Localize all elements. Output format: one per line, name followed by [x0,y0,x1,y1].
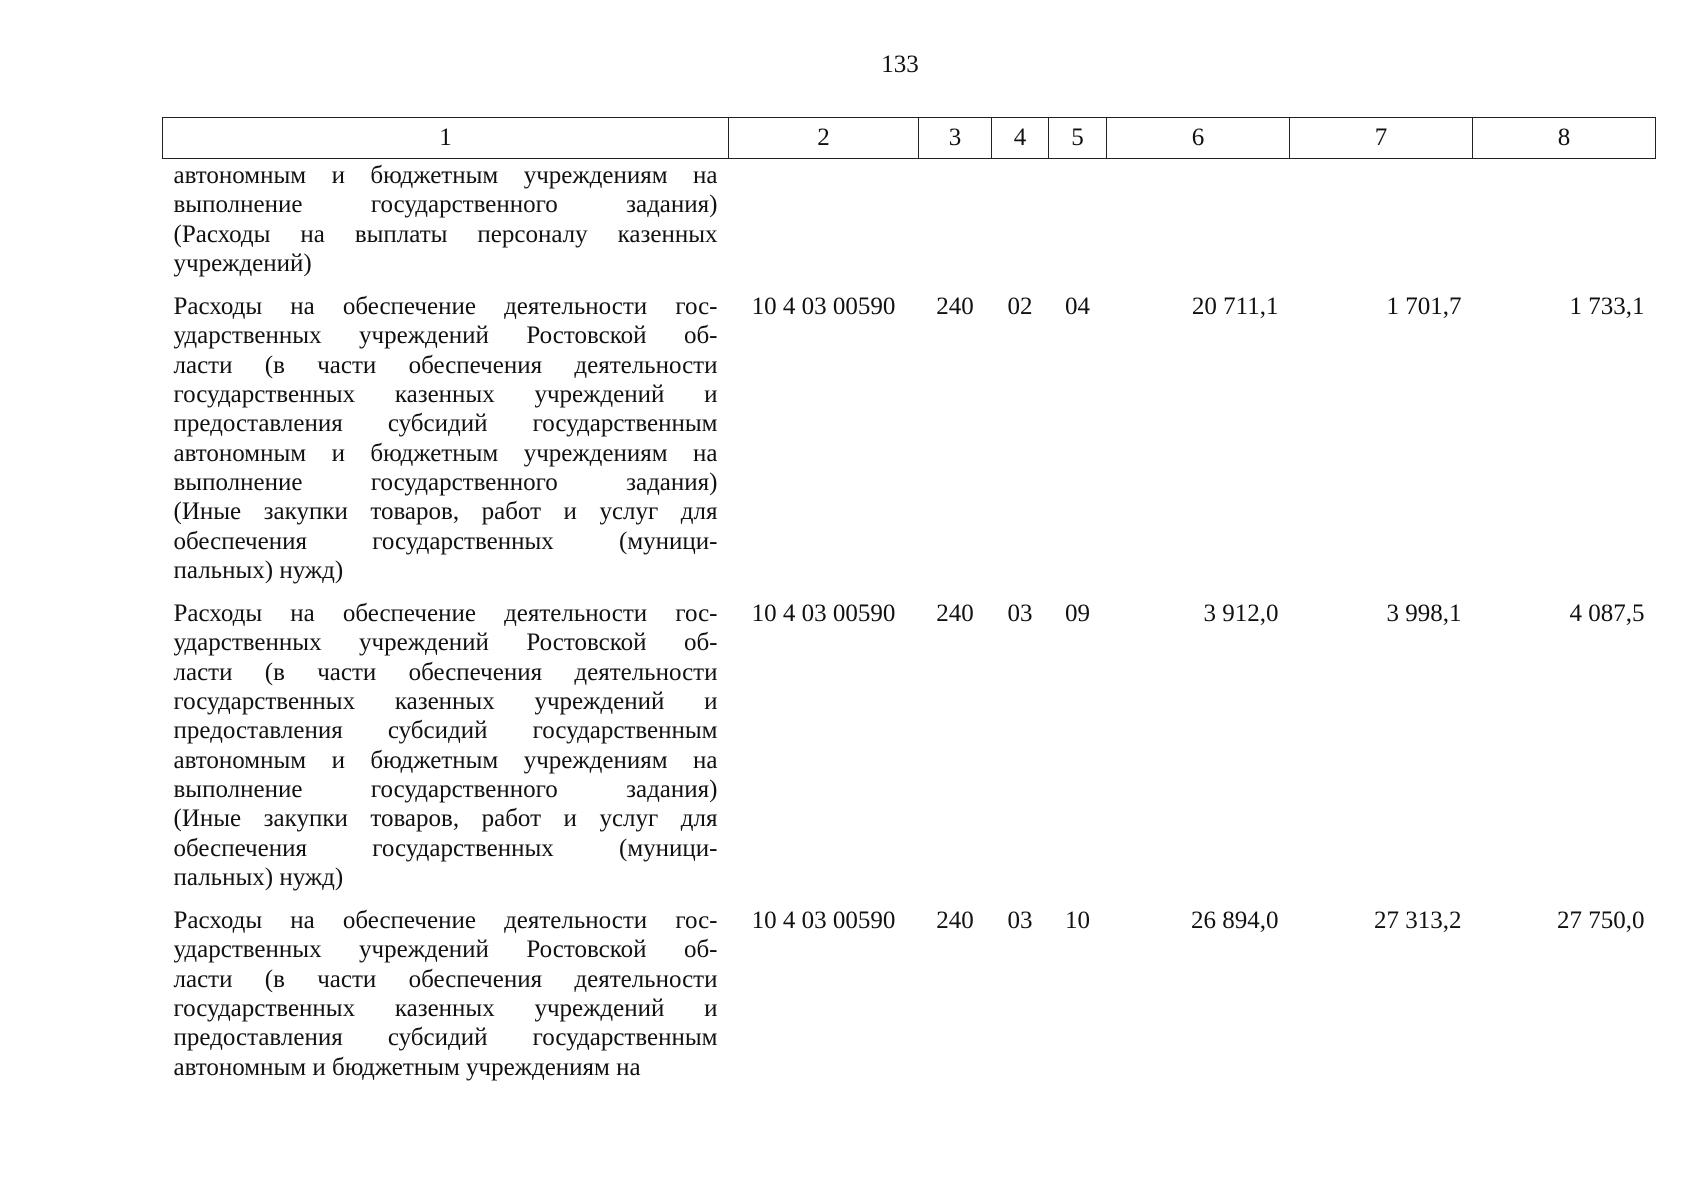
column-header: 2 [729,118,919,159]
desc-line: ударственных учреждений Ростовской об- [173,322,718,350]
column-header: 1 [163,118,729,159]
column-header: 8 [1473,118,1656,159]
row-description [163,906,729,1096]
desc-line: государственных казенных учреждений и [173,688,718,716]
desc-line: ударственных учреждений Ростовской об- [173,629,718,657]
subsection-code: 04 [1065,293,1090,321]
desc-line: предоставления субсидий государственным [173,410,718,438]
amount-year-2: 1 701,7 [1386,293,1462,321]
desc-line: ударственных учреждений Ростовской об- [173,936,718,964]
desc-line: Расходы на обеспечение деятельности гос- [173,600,718,628]
desc-line: Расходы на обеспечение деятельности гос- [173,293,718,321]
amount-year-1: 20 711,1 [1191,293,1279,321]
target-article-code: 10 4 03 00590 [751,600,896,628]
section-code: 03 [1007,907,1033,935]
row-description [163,599,729,906]
amount-year-3: 27 750,0 [1557,907,1645,935]
amount-year-2: 27 313,2 [1374,907,1462,935]
expense-type-code: 240 [936,907,974,935]
row-description [163,292,729,599]
budget-table [162,117,1656,1096]
desc-line: пальных) нужд) [173,863,344,891]
amount-year-1: 3 912,0 [1203,600,1279,628]
table-row [163,599,1656,906]
column-header: 3 [919,118,992,159]
desc-line: ласти (в части обеспечения деятельности [173,351,718,379]
desc-line: автономным и бюджетным учреждениям на [173,1053,641,1081]
desc-line: предоставления субсидий государственным [173,1024,718,1052]
subsection-code: 10 [1065,907,1090,935]
desc-line: автономным и бюджетным учреждениям на [173,439,718,467]
desc-line: (Иные закупки товаров, работ и услуг для [173,498,718,526]
subsection-code: 09 [1065,600,1090,628]
desc-line: обеспечения государственных (муници- [173,834,718,862]
amount-year-1: 26 894,0 [1191,907,1279,935]
table-row [163,292,1656,599]
table-row-continuation [163,159,1656,293]
desc-line: выполнение государственного задания) [173,775,718,803]
desc-line: пальных) нужд) [173,556,344,584]
section-code: 02 [1007,293,1033,321]
amount-year-2: 3 998,1 [1386,600,1462,628]
column-header: 4 [992,118,1049,159]
column-header: 6 [1107,118,1290,159]
desc-line: автономным и бюджетным учреждениям на [173,746,718,774]
desc-line: автономным и бюджетным учреждениям на [173,162,718,189]
target-article-code: 10 4 03 00590 [751,293,896,321]
page-number: 133 [881,51,919,78]
desc-line: учреждений) [173,249,312,277]
amount-year-3: 4 087,5 [1569,600,1645,628]
desc-line: государственных казенных учреждений и [173,381,718,409]
section-code: 03 [1007,600,1033,628]
desc-line: Расходы на обеспечение деятельности гос- [173,907,718,935]
table-row [163,906,1656,1096]
desc-line: государственных казенных учреждений и [173,995,718,1023]
desc-line: выполнение государственного задания) [173,191,718,219]
desc-line: предоставления субсидий государственным [173,717,718,745]
column-header: 5 [1049,118,1107,159]
desc-line: ласти (в части обеспечения деятельности [173,658,718,686]
row-description [163,159,729,293]
header-row [163,118,1656,159]
desc-line: (Иные закупки товаров, работ и услуг для [173,805,718,833]
desc-line: обеспечения государственных (муници- [173,527,718,555]
expense-type-code: 240 [936,600,974,628]
desc-line: (Расходы на выплаты персоналу казенных [173,220,718,248]
amount-year-3: 1 733,1 [1569,293,1645,321]
expense-type-code: 240 [936,293,974,321]
desc-line: ласти (в части обеспечения деятельности [173,965,718,993]
column-header: 7 [1290,118,1473,159]
target-article-code: 10 4 03 00590 [751,907,896,935]
desc-line: выполнение государственного задания) [173,468,718,496]
